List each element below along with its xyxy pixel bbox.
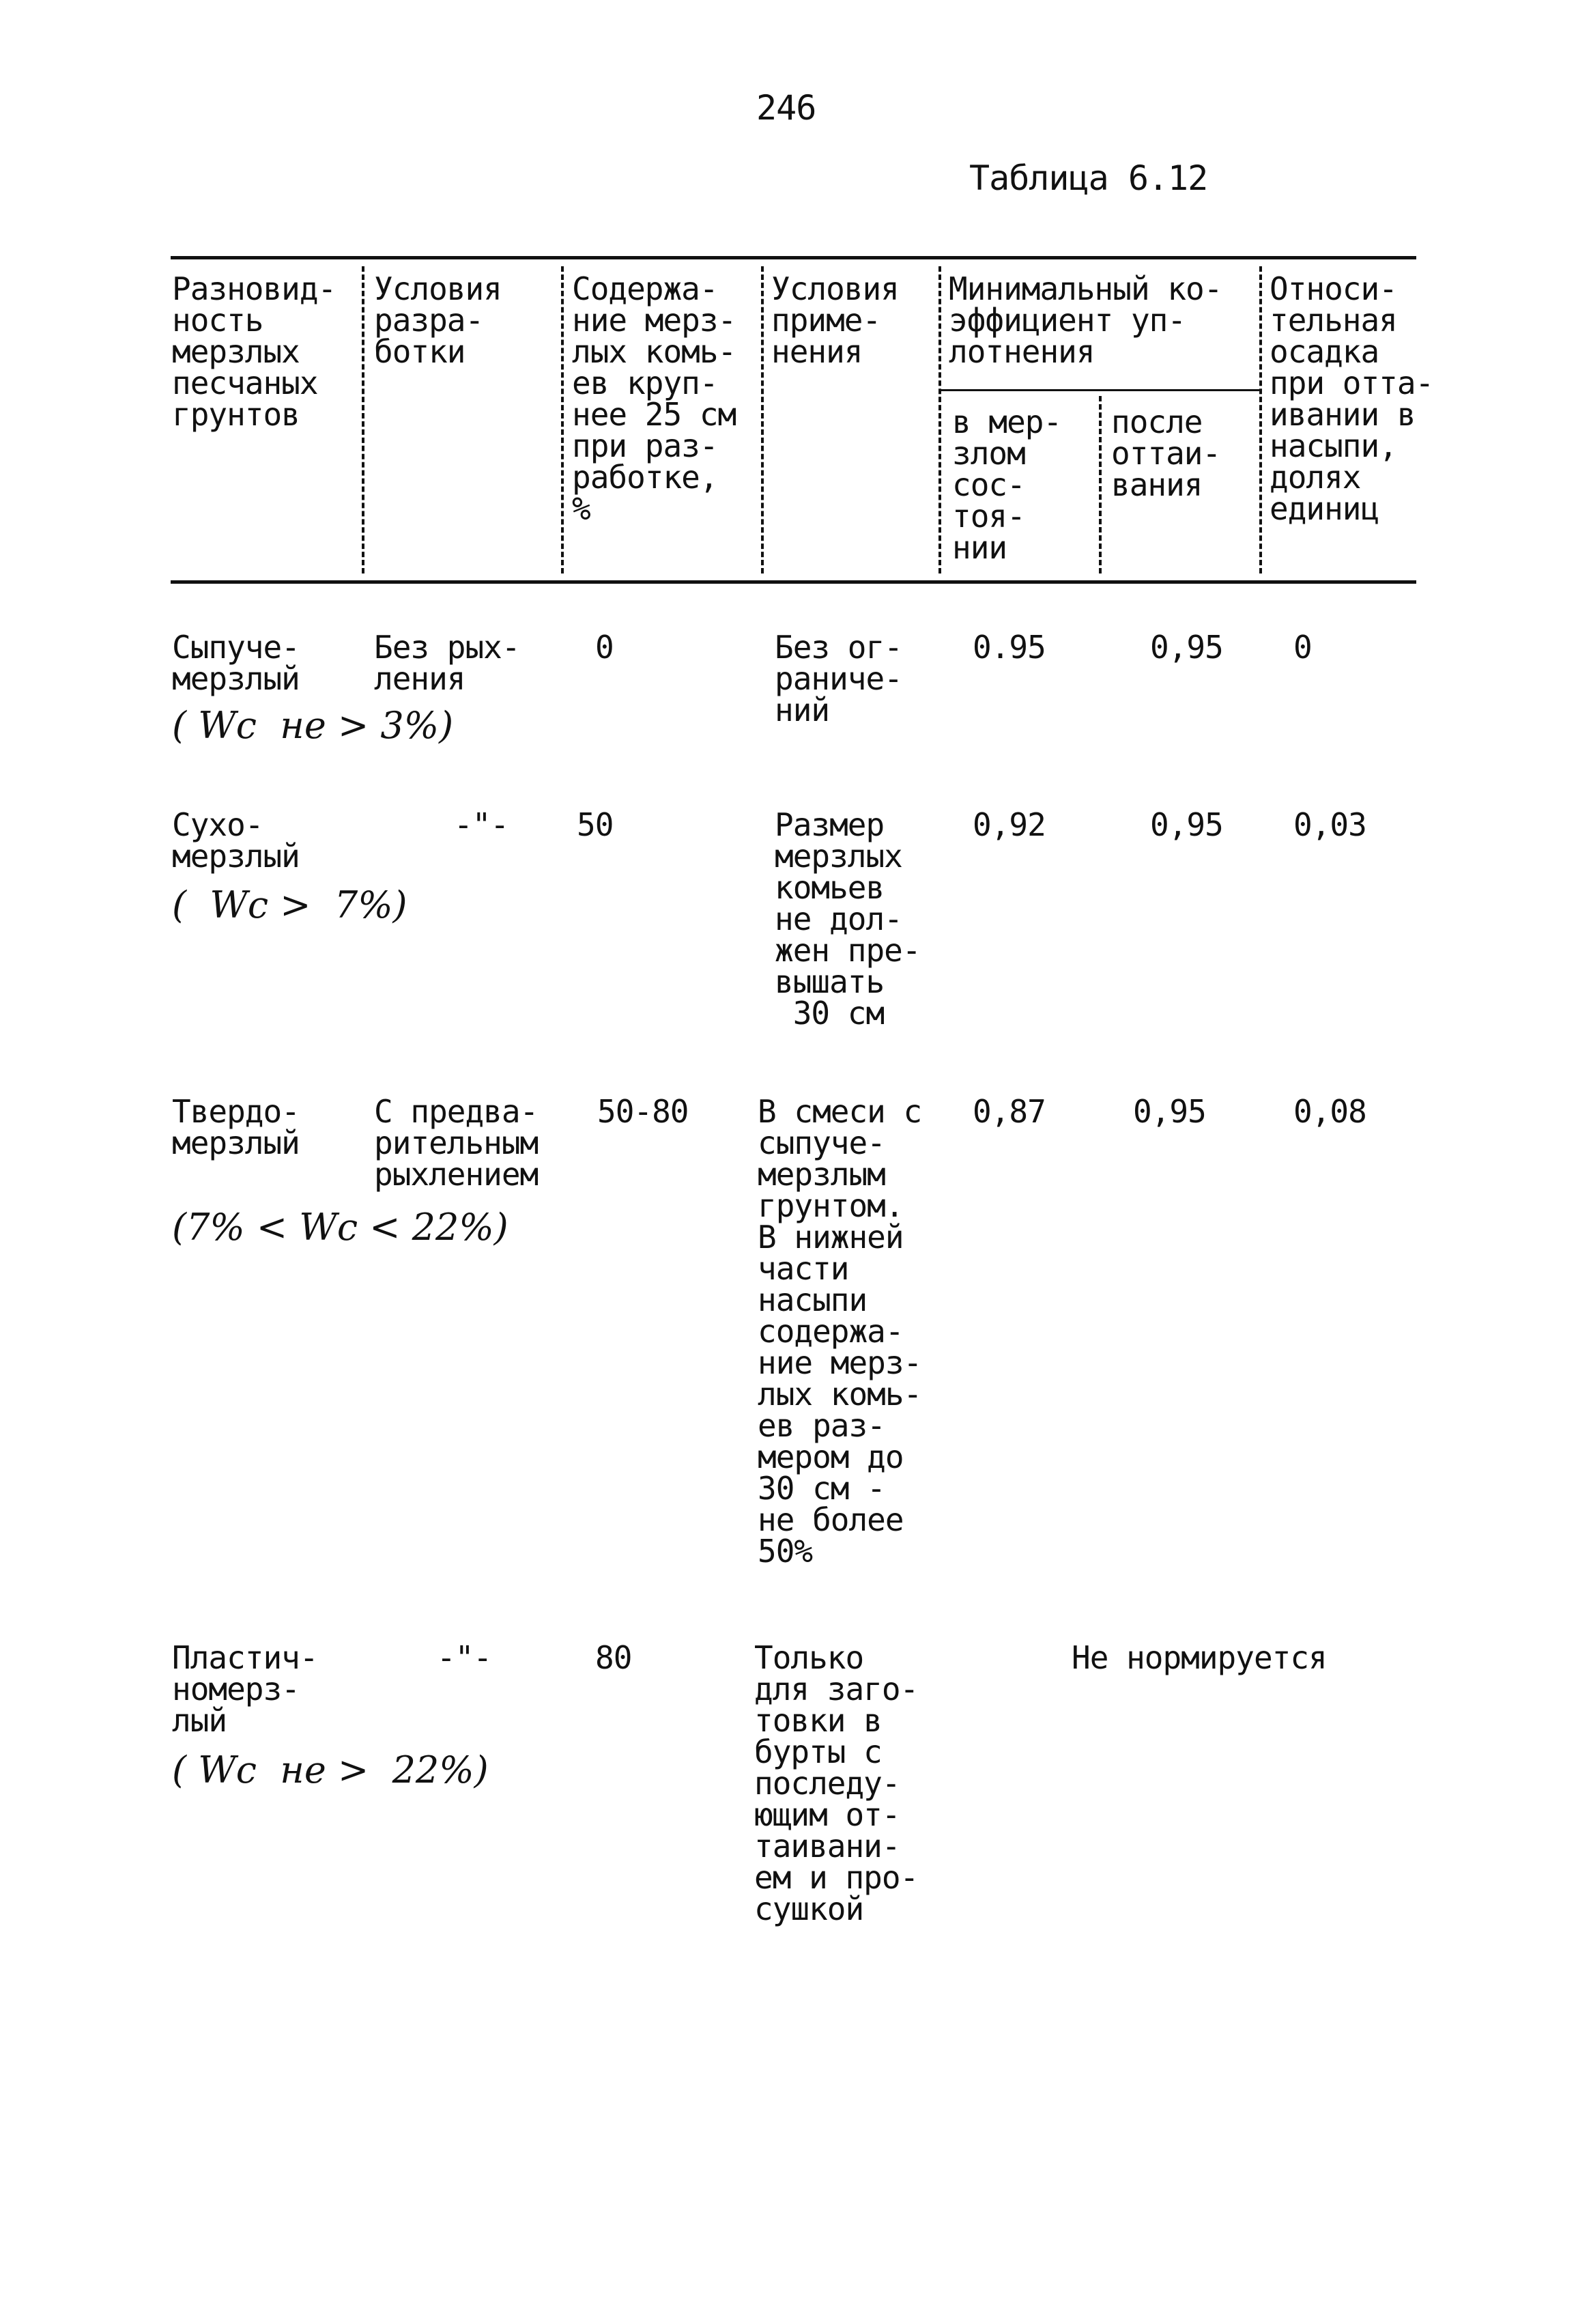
col-separator-5 <box>1099 396 1102 573</box>
header-use-conditions: Условия приме- нения <box>771 270 899 370</box>
row3-work: С предва- рительным рыхлением <box>374 1093 539 1193</box>
header-compaction-thawed: после оттаи- вания <box>1111 403 1221 503</box>
row4-content: 80 <box>595 1639 632 1676</box>
row1-settlement: 0 <box>1293 629 1312 666</box>
col-separator-6 <box>1259 266 1262 573</box>
row1-k-frozen: 0.95 <box>973 629 1046 666</box>
header-soil-type: Разновид- ность мерзлых песчаных грунтов <box>172 270 336 433</box>
table-title: Таблица 6.12 <box>969 158 1208 198</box>
row4-use: Только для заго- товки в бурты с последу- ющим от- таивани- ем и про- сушкой <box>754 1639 919 1927</box>
table-top-rule <box>171 256 1416 259</box>
row2-use: Размер мерзлых комьев не дол- жен пре- вышать 30 см <box>775 806 921 1032</box>
row2-work: -"- <box>454 806 509 843</box>
row3-k-frozen: 0,87 <box>973 1093 1046 1130</box>
row4-not-normalized: Не нормируется <box>1072 1639 1327 1676</box>
row1-work: Без рых- ления <box>374 629 520 697</box>
col-separator-3 <box>761 266 764 573</box>
row1-k-thawed: 0,95 <box>1150 629 1223 666</box>
row2-formula: ( Wc > 7%) <box>172 883 407 926</box>
row1-type: Сыпуче- мерзлый <box>172 629 300 697</box>
row3-formula: (7% < Wc < 22%) <box>172 1206 508 1249</box>
row2-k-thawed: 0,95 <box>1150 806 1223 843</box>
page-number: 246 <box>756 88 816 128</box>
col-separator-1 <box>362 266 364 573</box>
row3-settlement: 0,08 <box>1293 1093 1366 1130</box>
row2-settlement: 0,03 <box>1293 806 1366 843</box>
row1-content: 0 <box>595 629 614 666</box>
row4-work: -"- <box>437 1639 492 1676</box>
header-compaction-frozen: в мер- злом сос- тоя- нии <box>952 403 1062 566</box>
row4-formula: ( Wc не > 22%) <box>172 1748 489 1791</box>
row3-k-thawed: 0,95 <box>1133 1093 1206 1130</box>
header-work-conditions: Условия разра- ботки <box>374 270 502 370</box>
header-frozen-lumps-content: Содержа- ние мерз- лых комь- ев круп- нее 25 см при раз- работке, % <box>572 270 736 527</box>
table-header-bottom-rule <box>171 580 1416 584</box>
row1-formula: ( Wc не > 3%) <box>172 704 454 747</box>
row3-use: В смеси с сыпуче- мерзлым грунтом. В нижней части насыпи содержа- ние мерз- лых комь- ев раз- мером до 30 см - не более 50% <box>758 1093 922 1570</box>
row4-type: Пластич- номерз- лый <box>172 1639 318 1739</box>
row3-type: Твердо- мерзлый <box>172 1093 300 1161</box>
row2-type: Сухо- мерзлый <box>172 806 300 875</box>
row1-use: Без ог- раниче- ний <box>775 629 902 728</box>
row2-content: 50 <box>577 806 614 843</box>
header-min-compaction: Минимальный ко- эффициент уп- лотнения <box>949 270 1222 370</box>
col-separator-4 <box>938 266 941 573</box>
subheader-rule <box>938 389 1259 391</box>
row3-content: 50-80 <box>597 1093 689 1130</box>
row2-k-frozen: 0,92 <box>973 806 1046 843</box>
col-separator-2 <box>561 266 564 573</box>
header-relative-settlement: Относи- тельная осадка при отта- ивании в насыпи, долях единиц <box>1270 270 1434 527</box>
